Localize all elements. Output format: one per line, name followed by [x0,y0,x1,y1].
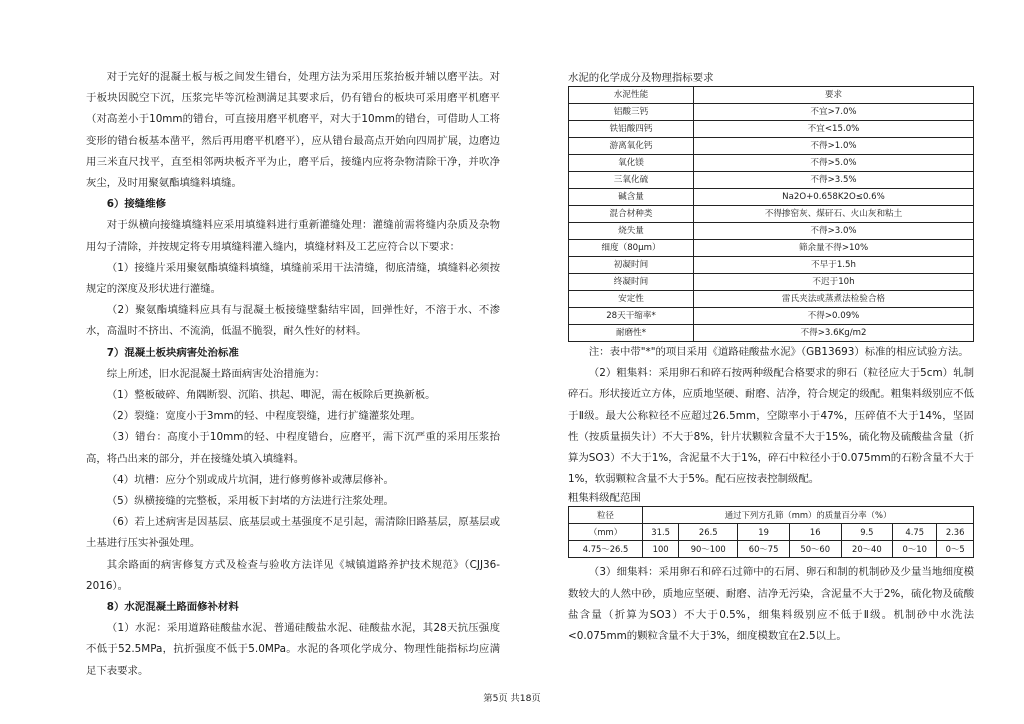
table-cell: 终凝时间 [569,274,694,291]
table-cell: Na2O+0.658K2O≤0.6% [694,189,974,206]
table-row [569,104,974,121]
table-row [569,325,974,342]
table-cell: 雷氏夹法或蒸煮法检验合格 [694,291,974,308]
paragraph: （2）聚氨酯填缝料应具有与混凝土板接缝壁黏结牢固，回弹性好，不溶于水、不渗水，高温时不挤出、不流淌，低温不脆裂，耐久性好的材料。 [86,304,500,338]
table-cell: 不得>0.09% [694,308,974,325]
table-cell: 铁铝酸四钙 [569,121,694,138]
table-cell: 不得掺窑灰、煤矸石、火山灰和粘土 [694,206,974,223]
section-heading: 6）接缝维修 [106,198,166,211]
paragraph: （2）裂缝：宽度小于3mm的轻、中程度裂缝，进行扩缝灌浆处理。 [106,410,421,423]
table-header-cell: 9.5 [841,524,893,541]
table-cell: 初凝时间 [569,257,694,274]
table-cell: 三氧化硫 [569,172,694,189]
cement-properties-table [568,86,974,342]
table-cell: 不早于1.5h [694,257,974,274]
table-header-cell: 水泥性能 [569,87,694,104]
table-header-cell: 2.36 [937,524,974,541]
section-heading: 8）水泥混凝土路面修补材料 [106,601,239,614]
table-cell: 不迟于10h [694,274,974,291]
table-cell: 50～60 [789,541,841,558]
table-cell: 不宜>7.0% [694,104,974,121]
table-header-cell: 26.5 [679,524,738,541]
paragraph: （1）整板破碎、角隅断裂、沉陷、拱起、唧泥，需在板除后更换新板。 [106,389,436,402]
paragraph: （1）水泥：采用道路硅酸盐水泥、普通硅酸盐水泥、硅酸盐水泥，其28天抗压强度不低于52.5MPa，抗折强度不低于5.0MPa。水泥的各项化学成分、物理性能指标均应满足下表要求。 [86,622,500,677]
right-column [568,70,974,647]
paragraph: 综上所述，旧水泥混凝土路面病害处治措施为： [106,367,325,380]
gradation-table-title: 粗集料级配范围 [568,492,641,505]
paragraph: （4）坑槽：应分个别或成片坑洞，进行修剪修补或薄层修补。 [106,473,394,486]
table-cell: 耐磨性* [569,325,694,342]
table-cell: 20～40 [841,541,893,558]
paragraph: （1）接缝片采用聚氨酯填缝料填缝，填缝前采用干法清缝，彻底清缝，填缝料必须按规定的深度及形状进行灌缝。 [86,261,500,296]
table-row [569,541,974,558]
table-cell: 不得>3.5% [694,172,974,189]
table-header-cell: 要求 [694,87,974,104]
table-header-cell: 16 [789,524,841,541]
table-cell: 混合材种类 [569,206,694,223]
table-header-cell: 19 [738,524,790,541]
table-row [569,308,974,325]
table-cell: 不宜<15.0% [694,121,974,138]
table-row [569,223,974,240]
paragraph: 对于纵横向接缝填缝料应采用填缝料进行重新灌缝处理：灌缝前需将缝内杂质及杂物用勾子清除，并按规定将专用填缝料灌入缝内，填缝材料及工艺应符合以下要求： [86,219,500,253]
table-cell: 不得>3.0% [694,223,974,240]
table-cell: 细度（80μm） [569,240,694,257]
table-header-row [569,524,974,541]
gradation-table [568,506,974,558]
table-row [569,206,974,223]
table-cell: 烧失量 [569,223,694,240]
paragraph: （5）纵横接缝的完整板，采用板下封堵的方法进行注浆处理。 [106,495,394,508]
table-cell: 4.75～26.5 [569,541,643,558]
table-header-cell: （mm） [569,524,643,541]
table-header-cell: 4.75 [893,524,937,541]
table-cell: 100 [643,541,679,558]
paragraph: （6）若上述病害是因基层、底基层或土基强度不足引起，需清除旧路基层，原基层或土基进行压实补强处理。 [86,516,500,550]
table-row [569,121,974,138]
table-cell: 28天干缩率* [569,308,694,325]
table-cell: 0～10 [893,541,937,558]
table-note: 注：表中带"*"的项目采用《道路硅酸盐水泥》（GB13693）标准的相应试验方法。 [588,346,969,358]
table-header-row [569,507,974,524]
table-cell: 不得>5.0% [694,155,974,172]
cement-table-title: 水泥的化学成分及物理指标要求 [568,72,714,84]
table-header-cell: 粒径 [569,507,643,524]
table-cell: 不得>3.6Kg/m2 [694,325,974,342]
table-cell: 游离氧化钙 [569,138,694,155]
table-row [569,155,974,172]
left-column [86,67,500,682]
table-header-cell: 31.5 [643,524,679,541]
table-cell: 碱含量 [569,189,694,206]
section-heading: 7）混凝土板块病害处治标准 [106,346,239,359]
paragraph: （2）粗集料：采用卵石和碎石按两种级配合格要求的卵石（粒径应大于5cm）轧制碎石。形状接近立方体，应质地坚硬、耐磨、洁净，符合规定的级配。粗集料级别应不低于Ⅱ级。最大公称粒径不应超过26.5mm，空隙率小于47%，压碎值不大于14%，坚固性（按质量损失计）不大于8%，针片状颗粒含量不大于15%，硫化物及硫酸盐含量（折算为SO3）不大于1%，含泥量不大于1%，碎石中粒径小于0.075mm的石粉含量不大于1%，软弱颗粒含量不大于5%。配石应按表控制级配。 [568,367,974,486]
table-header-row [569,87,974,104]
table-cell: 氧化镁 [569,155,694,172]
table-row [569,257,974,274]
table-row [569,172,974,189]
table-header-cell: 通过下列方孔筛（mm）的质量百分率（%） [643,507,974,524]
table-cell: 安定性 [569,291,694,308]
table-cell: 0～5 [937,541,974,558]
table-cell: 60～75 [738,541,790,558]
table-row [569,274,974,291]
table-cell: 90～100 [679,541,738,558]
table-cell: 不得>1.0% [694,138,974,155]
table-row [569,189,974,206]
paragraph: 其余路面的病害修复方式及检查与验收方法详见《城镇道路养护技术规范》（CJJ36-2016）。 [86,558,500,592]
table-row [569,240,974,257]
table-cell: 铝酸三钙 [569,104,694,121]
paragraph: （3）错台：高度小于10mm的轻、中程度错台，应磨平，需下沉严重的采用压浆抬高，将凸出来的部分，并在接缝处填入填缝料。 [86,431,500,465]
paragraph: （3）细集料：采用卵石和碎石过筛中的石屑、卵石和制的机制砂及少量当地细度模数较大的人然中砂，质地应坚硬、耐磨、洁净无污染，含泥量不大于2%，硫化物及硫酸盐含量（折算为SO3）不大于0.5%，细集料级别应不低于Ⅱ级。机制砂中水洗法<0.075mm的颗粒含量不大于3%，细度模数宜在2.5以上。 [568,566,974,643]
paragraph: 对于完好的混凝土板与板之间发生错台，处理方法为采用压浆抬板并辅以磨平法。对于板块因脱空下沉，压浆完毕等沉检测满足其要求后，仍有错台的板块可采用磨平机磨平（对高差小于10mm的错台，可直接用磨平机磨平，对大于10mm的错台，可借助人工将变形的错台板基本凿平，然后再用磨平机磨平），应从错台最高点开始向四周扩展，边磨边用三米直尺找平，直至相邻两块板齐平为止，磨平后，接缝内应将杂物清除干净，并吹净灰尘，及时用聚氨酯填缝料填缝。 [86,71,500,190]
page-number: 第5页 共18页 [483,693,541,704]
table-row [569,291,974,308]
table-cell: 筛余量不得>10% [694,240,974,257]
table-row [569,138,974,155]
